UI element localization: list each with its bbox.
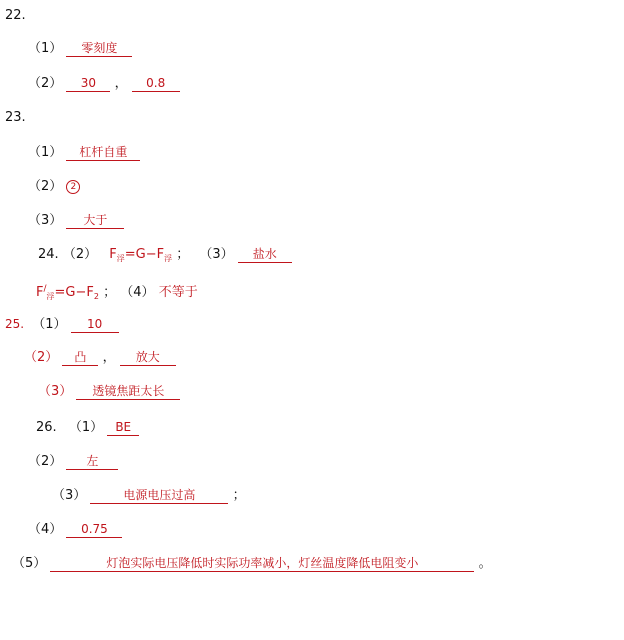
q25-line2	[24, 350, 176, 366]
q22-p2-sep: ，	[114, 76, 128, 91]
q26-p5-answer: 灯泡实际电压降低时实际功率减小，灯丝温度降低电阻变小	[50, 556, 474, 572]
q23-number: 23.	[5, 110, 26, 125]
q24-number: 24.	[38, 247, 59, 262]
q22-p2-answer-a: 30	[66, 76, 110, 92]
q26-p1-label: （1）	[68, 420, 104, 435]
q25-p2-sep: ，	[102, 350, 116, 365]
q24-line1	[38, 247, 292, 267]
q25-number: 25.	[5, 317, 25, 331]
q24-line2	[36, 281, 198, 305]
q26-p4-answer: 0.75	[66, 522, 122, 538]
q23-part3	[28, 213, 124, 229]
q25-p1-label: （1）	[32, 317, 67, 332]
q24-p2-answer: $F_浮=G-F_浮$	[109, 247, 173, 263]
q25-p3-answer: 透镜焦距太长	[76, 384, 180, 400]
q26-p1-answer: BE	[107, 420, 139, 436]
q25-line1	[5, 316, 119, 333]
q24-p2-sep: ；	[176, 247, 190, 262]
q23-part1	[28, 145, 140, 161]
q26-line5	[12, 556, 492, 572]
q22-p2-label: （2）	[28, 76, 63, 91]
q24-line2-sep: ；	[103, 285, 117, 300]
q23-p3-label: （3）	[28, 213, 63, 228]
q24-p3-label: （3）	[199, 247, 234, 262]
q24-p2-label: （2）	[62, 247, 98, 262]
q23-p1-label: （1）	[28, 145, 63, 160]
q25-line3	[38, 384, 180, 400]
q26-p2-label: （2）	[28, 454, 63, 469]
q25-p1-answer: 10	[71, 317, 119, 333]
q23-p1-answer: 杠杆自重	[66, 145, 140, 161]
q25-p2-answer-a: 凸	[62, 350, 98, 366]
q26-p3-label: （3）	[52, 488, 87, 503]
q22-part2	[28, 76, 180, 92]
q22-number: 22.	[5, 8, 26, 23]
q26-p5-label: （5）	[12, 556, 47, 571]
q24-p3-answer: 盐水	[238, 247, 292, 263]
q25-p3-label: （3）	[38, 384, 73, 399]
q23-p2-answer: 2	[66, 180, 80, 194]
q26-p3-answer: 电源电压过高	[90, 488, 228, 504]
q25-p2-label: （2）	[24, 350, 59, 365]
q23-p2-label: （2）	[28, 179, 63, 194]
q26-line2	[28, 454, 118, 470]
q26-p4-label: （4）	[28, 522, 63, 537]
q23-p3-answer: 大于	[66, 213, 124, 229]
q22-p1-label: （1）	[28, 41, 63, 56]
q24-p3-formula: $F^/_浮=G-F_2$	[36, 284, 99, 301]
q26-p5-end: 。	[478, 556, 492, 571]
q22-p1-answer: 零刻度	[66, 41, 132, 57]
q24-p4-label: （4）	[120, 285, 155, 300]
q26-line3	[52, 488, 246, 504]
q25-p2-answer-b: 放大	[120, 350, 176, 366]
q26-line1	[36, 420, 139, 436]
q26-line4	[28, 522, 122, 538]
q24-p4-answer: 不等于	[158, 285, 198, 300]
q22-p2-answer-b: 0.8	[132, 76, 180, 92]
q22-part1	[28, 41, 132, 57]
q26-p2-answer: 左	[66, 454, 118, 470]
q26-p3-end: ；	[232, 488, 246, 503]
q23-part2	[28, 179, 80, 195]
q26-number: 26.	[36, 420, 57, 435]
